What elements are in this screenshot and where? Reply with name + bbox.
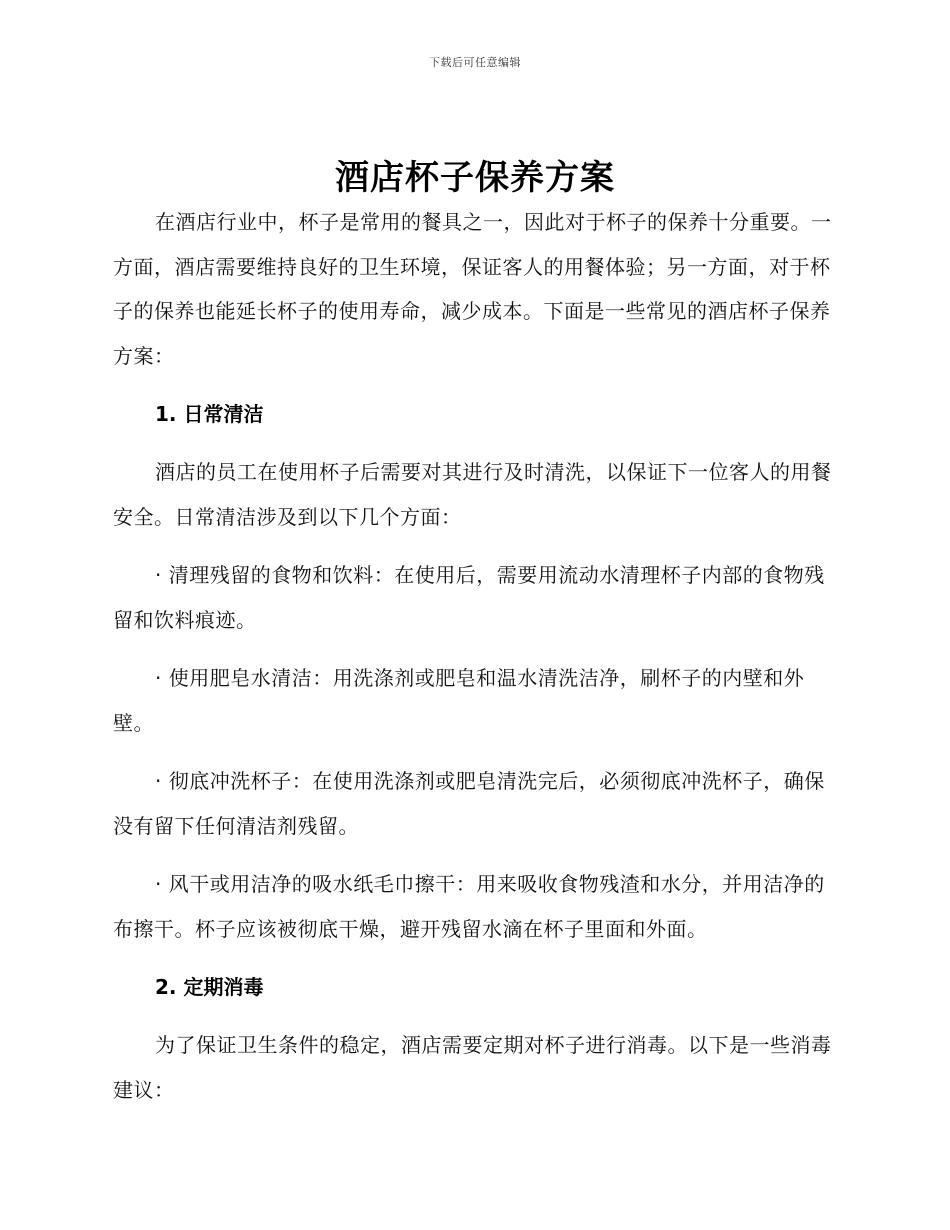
section-paragraph: 为了保证卫生条件的稳定，酒店需要定期对杯子进行消毒。以下是一些消毒建议：	[113, 1033, 832, 1102]
bullet-item: · 使用肥皂水清洁：用洗涤剂或肥皂和温水清洗洁净，刷杯子的内壁和外壁。	[113, 666, 805, 735]
intro-paragraph: 在酒店行业中，杯子是常用的餐具之一，因此对于杯子的保养十分重要。一方面，酒店需要维持良好的卫生环境，保证客人的用餐体验；另一方面，对于杯子的保养也能延长杯子的使用寿命，减少成本。下面是一些常见的酒店杯子保养方案：	[113, 210, 832, 368]
section-heading-daily-cleaning: 1. 日常清洁	[155, 402, 264, 426]
bullet-item: · 清理残留的食物和饮料：在使用后，需要用流动水清理杯子内部的食物残留和饮料痕迹。	[113, 563, 825, 632]
header-note: 下载后可任意编辑	[429, 56, 521, 69]
section-paragraph: 酒店的员工在使用杯子后需要对其进行及时清洗，以保证下一位客人的用餐安全。日常清洁涉及到以下几个方面：	[113, 460, 832, 529]
document-body	[113, 200, 833, 1112]
bullet-item: · 彻底冲洗杯子：在使用洗涤剂或肥皂清洗完后，必须彻底冲洗杯子，确保没有留下任何清洁剂残留。	[113, 769, 825, 838]
document-title: 酒店杯子保养方案	[335, 158, 615, 198]
section-heading-regular-disinfection: 2. 定期消毒	[155, 975, 264, 999]
bullet-item: · 风干或用洁净的吸水纸毛巾擦干：用来吸收食物残渣和水分，并用洁净的布擦干。杯子应该被彻底干燥，避开残留水滴在杯子里面和外面。	[113, 872, 825, 941]
